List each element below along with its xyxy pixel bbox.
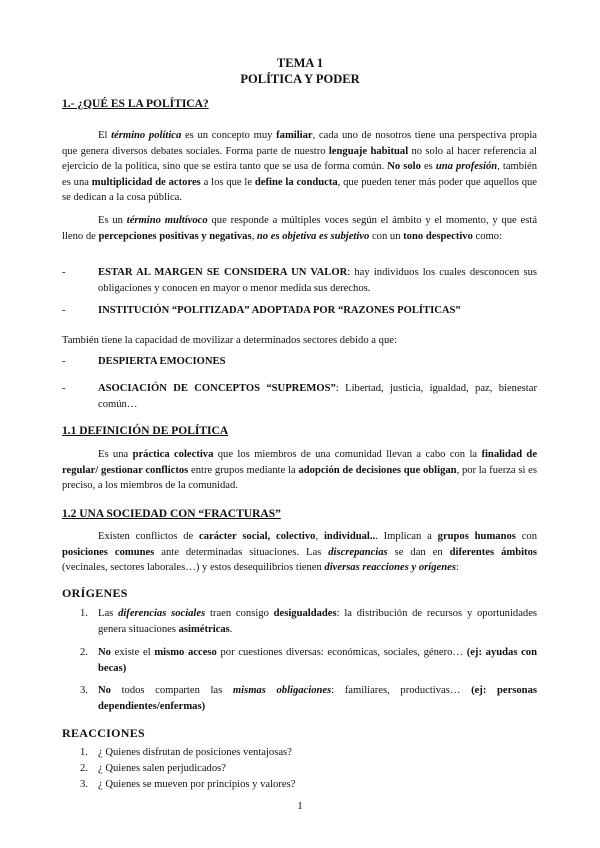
body-text: todos comparten las bbox=[110, 685, 233, 696]
emphasis-text: DESPIERTA EMOCIONES bbox=[98, 356, 226, 367]
bullet-marker: - bbox=[62, 383, 66, 394]
emphasis-text: No solo bbox=[387, 161, 421, 172]
body-text: . Implican a bbox=[375, 531, 438, 542]
emphasis-text: carácter social, colectivo bbox=[199, 531, 316, 542]
body-text: También tiene la capacidad de movilizar a determinados sectores debido a que: bbox=[62, 335, 397, 346]
body-text: Las bbox=[98, 608, 119, 619]
emphasis-text: INSTITUCIÓN “POLITIZADA” ADOPTADA POR “RAZONES POLÍTICAS” bbox=[98, 305, 461, 316]
emphasis-text: diferencias sociales bbox=[118, 608, 206, 619]
body-text: , cada uno de nosotros tiene una perspectiva propia que genera diversos debates sociales. Forma parte de nuestro bbox=[62, 130, 537, 157]
body-text: . bbox=[229, 623, 233, 635]
body-text: El bbox=[98, 130, 112, 141]
emphasis-text: diversas reacciones y orígenes bbox=[324, 562, 456, 573]
list-item-text bbox=[98, 354, 537, 370]
body-text: Existen conflictos de bbox=[98, 531, 200, 542]
bullet-marker: - bbox=[62, 305, 66, 316]
list-item bbox=[62, 745, 537, 761]
emphasis-text: no es objetiva es subjetivo bbox=[256, 230, 370, 242]
body-text: : la distribución de recursos y oportunidades genera situaciones bbox=[98, 608, 538, 635]
emphasis-text: diferentes ámbitos bbox=[449, 546, 537, 558]
list-item-text bbox=[98, 265, 537, 296]
list-number: 1. bbox=[80, 608, 88, 619]
emphasis-text: percepciones positivas y negativas bbox=[98, 230, 252, 242]
emphasis-text: lenguaje habitual bbox=[328, 145, 409, 157]
list-item-text bbox=[98, 606, 537, 637]
emphasis-text: una profesión bbox=[435, 161, 498, 172]
section-heading-sociedad-fracturas: 1.2 UNA SOCIEDAD CON “FRACTURAS” bbox=[62, 508, 281, 520]
body-text: por cuestiones diversas: económicas, sociales, género… bbox=[216, 647, 467, 658]
body-text: , que pueden tener más poder que aquellos que se dedican a la cosa pública. bbox=[62, 176, 538, 203]
body-text: ¿ Quienes disfrutan de posiciones ventajosas? bbox=[98, 747, 292, 758]
emphasis-text: No bbox=[98, 647, 111, 658]
list-item-text bbox=[98, 645, 537, 676]
page-number: 1 bbox=[297, 800, 303, 812]
list-number: 1. bbox=[80, 747, 88, 758]
body-text: se dan en bbox=[387, 546, 450, 558]
body-text: a los que le bbox=[200, 176, 255, 188]
bullet-marker: - bbox=[62, 356, 66, 367]
body-text: ¿ Quienes se mueven por principios y valores? bbox=[98, 779, 296, 790]
emphasis-text: discrepancias bbox=[328, 546, 388, 558]
list-item bbox=[62, 354, 537, 370]
body-text: no solo al hacer referencia al ejercicio de la política, sino que se estira tanto que se usa de forma común. bbox=[62, 145, 537, 172]
body-text: : Libertad, justicia, igualdad, paz, bienestar común… bbox=[98, 383, 537, 410]
body-text: es bbox=[420, 161, 436, 172]
list-number: 2. bbox=[80, 647, 88, 658]
body-text: que responde a múltiples voces según el ámbito y el momento, y que está lleno de bbox=[62, 215, 538, 242]
emphasis-text: define la conducta bbox=[254, 176, 338, 188]
emphasis-text: mismo acceso bbox=[154, 647, 217, 658]
emphasis-text: ESTAR AL MARGEN SE CONSIDERA UN VALOR bbox=[98, 267, 348, 278]
list-item-text bbox=[98, 777, 537, 793]
list-item-text bbox=[98, 683, 537, 714]
body-text: Es un bbox=[98, 215, 127, 226]
emphasis-text: término multívoco bbox=[126, 215, 208, 226]
list-number: 3. bbox=[80, 779, 88, 790]
list-item-text bbox=[98, 303, 537, 319]
body-text: , también es una bbox=[62, 161, 538, 188]
list-item bbox=[62, 381, 537, 412]
body-text: como: bbox=[472, 230, 503, 242]
emphasis-text: familiar bbox=[276, 130, 313, 141]
body-text: , bbox=[251, 230, 257, 242]
emphasis-text: práctica colectiva bbox=[132, 449, 214, 460]
emphasis-text: término política bbox=[111, 130, 182, 141]
section-heading-origenes: ORÍGENES bbox=[62, 586, 128, 600]
list-item bbox=[62, 777, 537, 793]
paragraph-conflictos bbox=[62, 529, 537, 576]
body-text: (vecinales, sectores laborales…) y estos desequilibrios tienen bbox=[62, 562, 325, 573]
section-heading-reacciones: REACCIONES bbox=[62, 726, 146, 740]
body-text: Es una bbox=[98, 449, 133, 460]
list-item bbox=[62, 683, 537, 714]
emphasis-text: adopción de decisiones que obligan bbox=[298, 464, 457, 476]
emphasis-text: multiplicidad de actores bbox=[91, 176, 201, 188]
body-text: traen consigo bbox=[205, 608, 274, 619]
list-item bbox=[62, 645, 537, 676]
emphasis-text: (ej: personas dependientes/enfermas) bbox=[98, 685, 537, 712]
doc-title: POLÍTICA Y PODER bbox=[240, 72, 360, 86]
emphasis-text: asimétricas bbox=[178, 623, 230, 635]
body-text: es un concepto muy bbox=[181, 130, 277, 141]
body-text: ¿ Quienes salen perjudicados? bbox=[98, 763, 226, 774]
list-number: 3. bbox=[80, 685, 88, 696]
emphasis-text: (ej: ayudas con becas) bbox=[98, 647, 537, 674]
emphasis-text: grupos humanos bbox=[437, 531, 516, 542]
paragraph-termino-multivoco bbox=[62, 213, 537, 244]
emphasis-text: posiciones comunes bbox=[62, 546, 155, 558]
body-text: , bbox=[315, 531, 324, 542]
body-text: : hay individuos los cuales desconocen sus obligaciones y conocen en mayor o menor medida sus derechos. bbox=[98, 267, 537, 294]
list-item bbox=[62, 303, 537, 319]
body-text: entre grupos mediante la bbox=[188, 464, 299, 476]
paragraph-termino-politica bbox=[62, 128, 537, 206]
paragraph-definicion bbox=[62, 447, 537, 494]
list-item bbox=[62, 606, 537, 637]
body-text: existe el bbox=[110, 647, 155, 658]
section-heading-definicion: 1.1 DEFINICIÓN DE POLÍTICA bbox=[62, 425, 229, 437]
list-item-text bbox=[98, 761, 537, 777]
bullet-marker: - bbox=[62, 267, 66, 278]
list-item bbox=[62, 761, 537, 777]
emphasis-text: tono despectivo bbox=[403, 230, 473, 242]
list-number: 2. bbox=[80, 763, 88, 774]
paragraph-capacidad-movilizar bbox=[62, 333, 537, 349]
emphasis-text: ASOCIACIÓN DE CONCEPTOS “SUPREMOS” bbox=[98, 383, 336, 394]
emphasis-text: mismas obligaciones bbox=[232, 685, 332, 696]
list-item-text bbox=[98, 381, 537, 412]
body-text: , por la fuerza si es preciso, a los miembros de la comunidad. bbox=[62, 464, 537, 491]
doc-tema: TEMA 1 bbox=[276, 56, 324, 70]
emphasis-text: No bbox=[98, 685, 111, 696]
body-text: con un bbox=[369, 230, 404, 242]
body-text: ante determinadas situaciones. Las bbox=[154, 546, 329, 558]
list-item-text bbox=[98, 745, 537, 761]
body-text: : familiares, productivas… bbox=[331, 685, 472, 696]
emphasis-text: desigualdades bbox=[273, 608, 337, 619]
section-heading-que-es-politica: 1.- ¿QUÉ ES LA POLÍTICA? bbox=[62, 98, 209, 110]
list-item bbox=[62, 265, 537, 296]
body-text: : bbox=[455, 562, 459, 573]
body-text: con bbox=[515, 531, 538, 542]
emphasis-text: individual.. bbox=[323, 531, 376, 542]
body-text: que los miembros de una comunidad llevan a cabo con la bbox=[213, 449, 482, 460]
emphasis-text: finalidad de regular/ gestionar conflictos bbox=[62, 449, 538, 476]
